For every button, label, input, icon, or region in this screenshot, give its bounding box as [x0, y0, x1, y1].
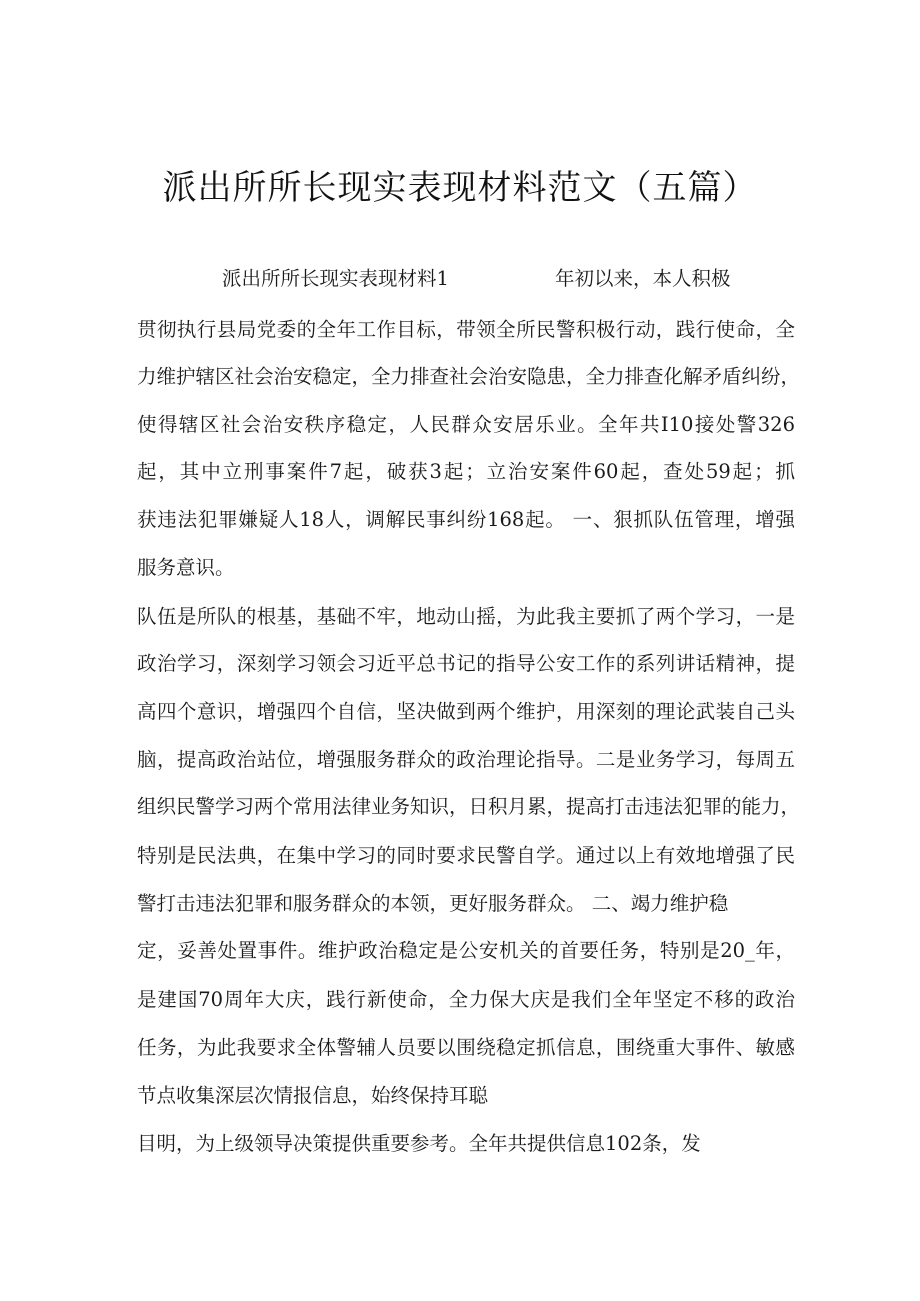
body-line: 队伍是所队的根基，基础不牢，地动山摇，为此我主要抓了两个学习，一是: [137, 605, 795, 628]
body-line: 任务，为此我要求全体警辅人员要以围绕稳定抓信息，围绕重大事件、敏感: [137, 1036, 795, 1059]
document-title: 派出所所长现实表现材料范文（五篇）: [162, 168, 758, 208]
body-line: 使得辖区社会治安秩序稳定，人民群众安居乐业。全年共I10接处警326: [137, 413, 795, 436]
body-line: 警打击违法犯罪和服务群众的本领，更好服务群众。 二、竭力维护稳: [137, 892, 729, 915]
body-line: 贯彻执行县局党委的全年工作目标，带领全所民警积极行动，践行使命，全: [137, 318, 795, 341]
body-line: 目明，为上级领导决策提供重要参考。全年共提供信息102条，发: [137, 1132, 701, 1155]
body-line: 力维护辖区社会治安稳定，全力排查社会治安隐患，全力排查化解矛盾纠纷，: [137, 365, 801, 388]
body-line: 组织民警学习两个常用法律业务知识，日积月累，提高打击违法犯罪的能力，: [137, 795, 801, 818]
section-heading-left: 派出所所长现实表现材料1: [222, 267, 449, 290]
section-heading-right: 年初以来，本人积极: [555, 267, 731, 290]
body-line: 是建国70周年大庆，践行新使命，全力保大庆是我们全年坚定不移的政治: [137, 988, 795, 1011]
body-line: 节点收集深层次情报信息，始终保持耳聪: [137, 1084, 489, 1107]
body-line: 获违法犯罪嫌疑人18人，调解民事纠纷168起。 一、狠抓队伍管理，增强: [137, 508, 795, 531]
body-line: 服务意识。: [137, 556, 235, 579]
body-line: 起，其中立刑事案件7起，破获3起；立治安案件60起，查处59起；抓: [137, 460, 795, 483]
body-line: 定，妥善处置事件。维护政治稳定是公安机关的首要任务，特别是20_年，: [137, 939, 795, 962]
body-line: 特别是民法典，在集中学习的同时要求民警自学。通过以上有效地增强了民: [137, 844, 795, 867]
body-line: 高四个意识，增强四个自信，坚决做到两个维护，用深刻的理论武装自己头: [137, 700, 795, 723]
body-line: 政治学习，深刻学习领会习近平总书记的指导公安工作的系列讲话精神，提: [137, 652, 795, 675]
body-line: 脑，提高政治站位，增强服务群众的政治理论指导。二是业务学习，每周五: [137, 748, 795, 771]
